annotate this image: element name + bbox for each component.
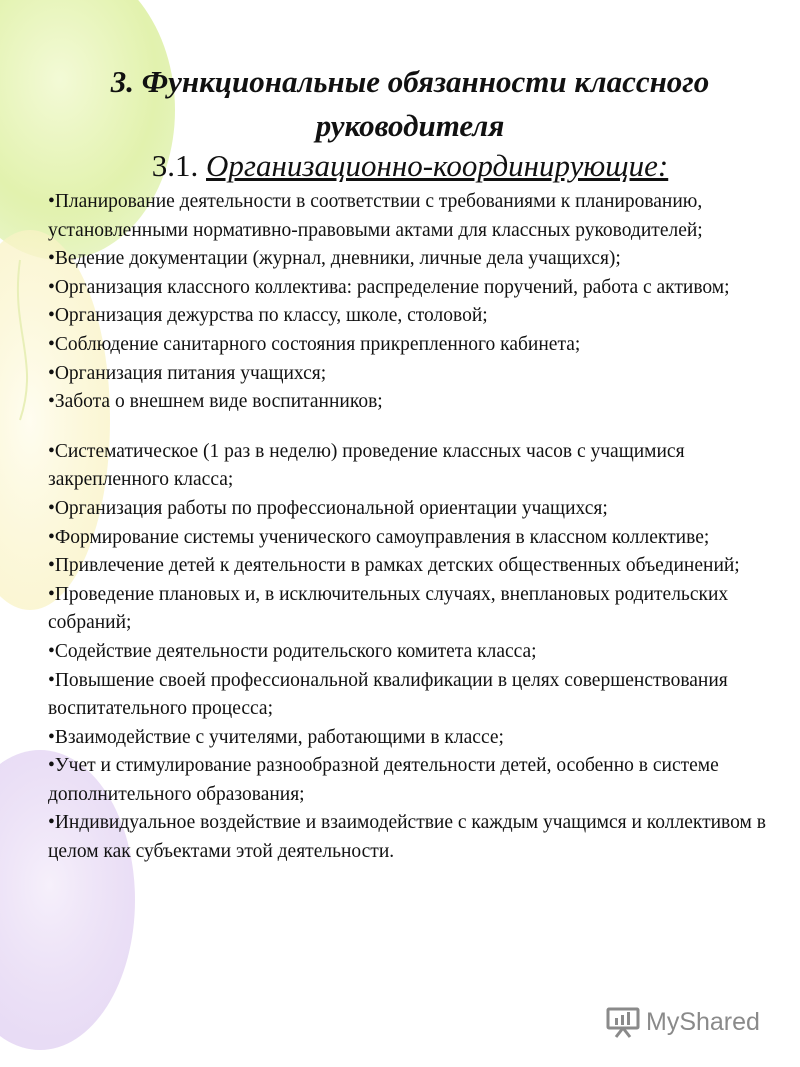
list-item: •Организация работы по профессиональной ориентации учащихся;: [48, 497, 608, 519]
watermark-text: MyShared: [646, 1007, 760, 1036]
list-item: •Забота о внешнем виде воспитанников;: [48, 391, 383, 413]
section-heading: Организационно-координирующие:: [206, 148, 669, 183]
list-item: •Систематическое (1 раз в неделю) проведение классных часов с учащимися закрепленного класса;: [48, 440, 685, 491]
list-item: •Организация дежурства по классу, школе, столовой;: [48, 305, 488, 327]
list-item: •Планирование деятельности в соответствии с требованиями к планированию, установленными нормативно-правовыми актами для классных руководителей;: [48, 191, 703, 241]
list-item: •Организация классного коллектива: распределение поручений, работа с активом;: [48, 276, 730, 298]
list-item: •Повышение своей профессиональной квалификации в целях совершенствования воспитательного процесса;: [48, 669, 728, 720]
section-subtitle: [40, 146, 780, 186]
list-item: •Соблюдение санитарного состояния прикрепленного кабинета;: [48, 333, 581, 355]
duties-list: [48, 188, 768, 867]
list-item: •Привлечение детей к деятельности в рамках детских общественных объединений;: [48, 555, 740, 577]
group-spacer: [48, 417, 768, 438]
list-item: •Ведение документации (журнал, дневники, личные дела учащихся);: [48, 248, 621, 270]
list-item: •Формирование системы ученического самоуправления в классном коллективе;: [48, 526, 710, 548]
list-item: •Индивидуальное воздействие и взаимодействие с каждым учащимся и коллективом в целом как субъектами этой деятельности.: [48, 812, 766, 863]
list-item: •Проведение плановых и, в исключительных случаях, внеплановых родительских собраний;: [48, 583, 729, 634]
section-number: 3.1.: [151, 148, 199, 183]
list-item: •Учет и стимулирование разнообразной деятельности детей, особенно в системе дополнительного образования;: [48, 755, 719, 805]
list-item: •Организация питания учащихся;: [48, 362, 327, 384]
list-item: •Взаимодействие с учителями, работающими в классе;: [48, 726, 504, 748]
myshared-watermark[interactable]: [606, 1004, 776, 1040]
presentation-board-icon: [606, 1006, 640, 1038]
page-title: 3. Функциональные обязанности классного руководителя: [110, 64, 710, 143]
list-item: •Содействие деятельности родительского комитета класса;: [48, 640, 537, 662]
